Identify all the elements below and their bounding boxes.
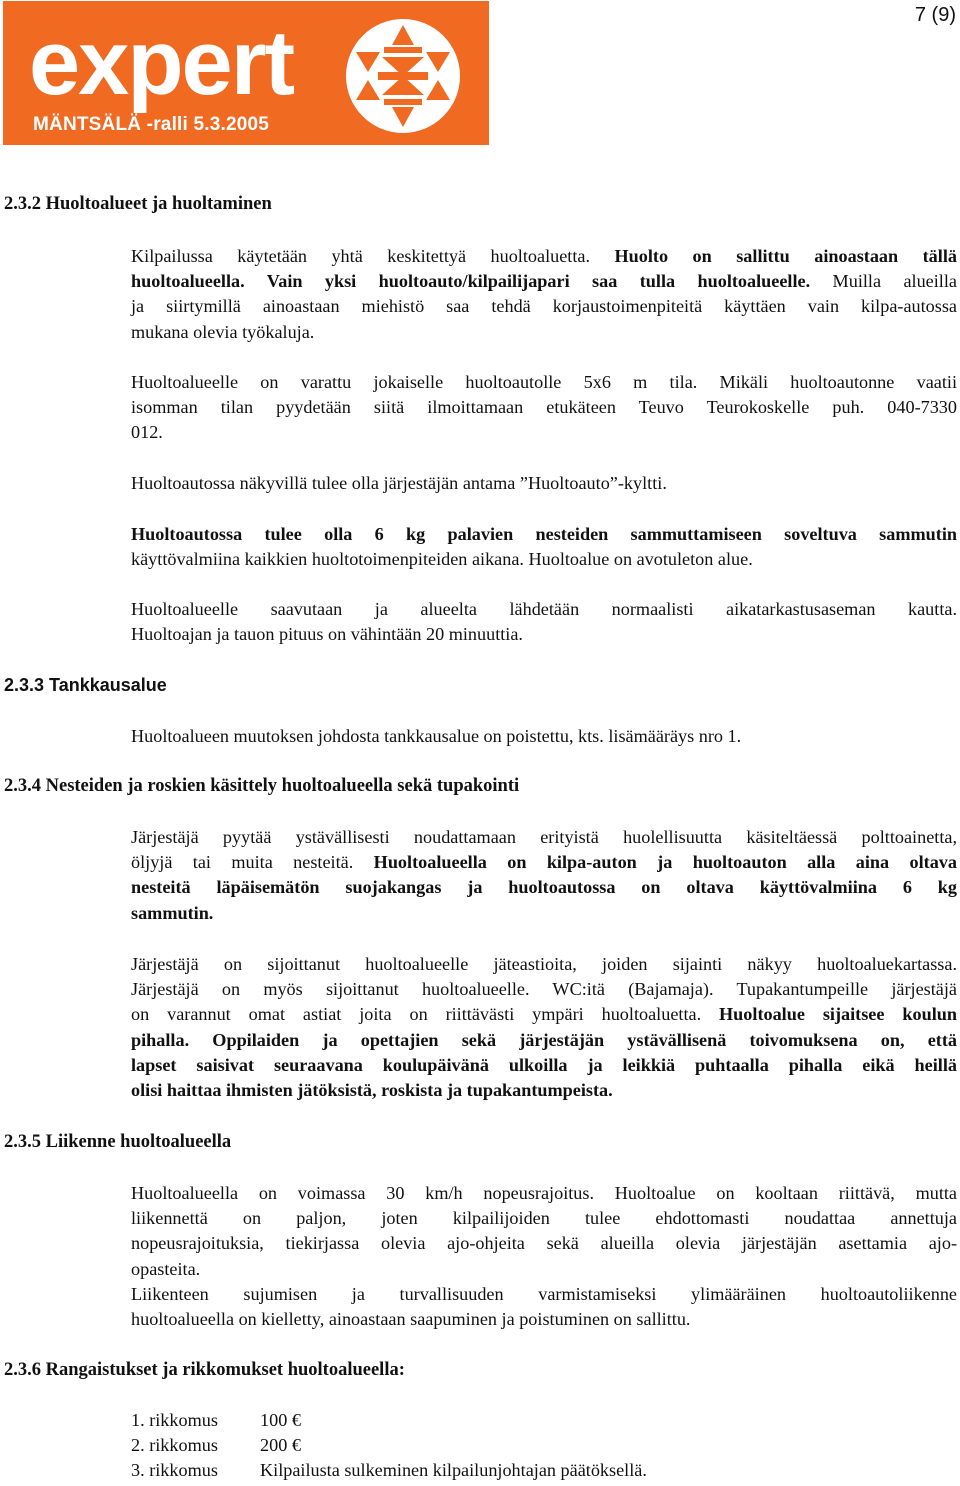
fines-list: [131, 1408, 647, 1484]
fine-value: 100 €: [260, 1410, 301, 1430]
section-heading-2-3-5: 2.3.5 Liikenne huoltoalueella: [4, 1132, 232, 1152]
text-line: mukana olevia työkaluja.: [131, 321, 315, 342]
logo-word: expert: [29, 12, 294, 114]
logo-subtitle: MÄNTSÄLÄ -ralli 5.3.2005: [33, 114, 270, 135]
text-line: 012.: [131, 422, 163, 443]
text-line: Huoltoalueen muutoksen johdosta tankkausalue on poistettu, kts. lisämääräys nro 1.: [131, 726, 742, 746]
fine-row: [131, 1458, 647, 1483]
text-line: olisi haittaa ihmisten jätöksistä, roskista ja tupakantumpeista.: [131, 1080, 613, 1101]
text-line: sammutin.: [131, 902, 214, 923]
text-line: Järjestäjä pyytää ystävällisesti noudattamaan erityistä huolellisuutta käsiteltäessä polttoainetta,: [131, 827, 957, 847]
paragraph-service-area-intro: [131, 244, 957, 345]
text-line: Huoltoalueella on voimassa 30 km/h nopeusrajoitus. Huoltoalue on kooltaan riittävä, mutta: [131, 1183, 957, 1203]
text-line: Huoltoalueelle saavutaan ja alueelta lähdetään normaalisti aikatarkastusaseman kautta.: [131, 599, 957, 619]
text-line: Huoltoajan ja tauon pituus on vähintään 20 minuuttia.: [131, 624, 523, 645]
paragraph-fluids: [131, 825, 957, 926]
paragraph-extinguisher: [131, 522, 957, 572]
text-line: Kilpailussa käytetään yhtä keskitettyä huoltoaluetta. Huolto on sallittu ainoastaan tällä: [131, 246, 957, 266]
paragraph-space-allocation: [131, 370, 957, 446]
text-line: lapset saisivat seuraavana koulupäivänä ulkoilla ja leikkiä puhtaalla pihalla eikä heillä: [131, 1054, 957, 1075]
text-line: huoltoalueella. Vain yksi huoltoauto/kilpailijapari saa tulla huoltoalueelle. Muilla alueilla: [131, 271, 957, 292]
text-line: ja siirtymillä ainoastaan miehistö saa tehdä korjaustoimenpiteitä käyttäen vain kilpa-autossa: [131, 296, 957, 317]
text-line: on varannut omat astiat joita on riittävästi ympäri huoltoaluetta. Huoltoalue sijaitsee koulun: [131, 1004, 957, 1025]
text-line: Huoltoalueelle on varattu jokaiselle huoltoautolle 5x6 m tila. Mikäli huoltoautonne vaatii: [131, 372, 957, 392]
text-line: pihalla. Oppilaiden ja opettajien sekä järjestäjän ystävällisenä toivomuksena on, että: [131, 1029, 957, 1050]
fine-label: 1. rikkomus: [131, 1410, 218, 1430]
text-line: Liikenteen sujumisen ja turvallisuuden varmistamiseksi ylimääräinen huoltoautoliikenne: [131, 1283, 957, 1304]
paragraph-traffic: [131, 1181, 957, 1332]
text-line: Järjestäjä on myös sijoittanut huoltoalueelle. WC:itä (Bajamaja). Tupakantumpeille järjestäjä: [131, 979, 957, 1000]
text-line: Huoltoautossa näkyvillä tulee olla järjestäjän antama ”Huoltoauto”-kyltti.: [131, 473, 667, 493]
fine-row: [131, 1433, 647, 1458]
fine-value: 200 €: [260, 1435, 301, 1456]
text-line: nopeusrajoituksia, tiekirjassa olevia ajo-ohjeita sekä alueilla olevia järjestäjän asettamia ajo-: [131, 1233, 957, 1254]
paragraph-entry-exit: [131, 597, 957, 647]
paragraph-refuel-area: [131, 724, 957, 749]
text-line: huoltoalueella on kielletty, ainoastaan saapuminen ja poistuminen on sallittu.: [131, 1309, 691, 1330]
expert-star-icon: [338, 17, 468, 135]
fine-value: Kilpailusta sulkeminen kilpailunjohtajan päätöksellä.: [260, 1460, 647, 1481]
text-line: käyttövalmiina kaikkien huoltotoimenpiteiden aikana. Huoltoalue on avotuleton alue.: [131, 549, 753, 570]
section-heading-2-3-6: 2.3.6 Rangaistukset ja rikkomukset huoltoalueella:: [4, 1360, 405, 1380]
paragraph-service-sign: [131, 471, 957, 496]
page-number: 7 (9): [914, 4, 956, 26]
fine-label: 2. rikkomus: [131, 1435, 218, 1456]
text-line: isomman tilan pyydetään siitä ilmoittamaan etukäteen Teuvo Teurokoskelle puh. 040-7330: [131, 397, 957, 418]
text-line: Huoltoautossa tulee olla 6 kg palavien nesteiden sammuttamiseen soveltuva sammutin: [131, 524, 957, 544]
section-heading-2-3-4: 2.3.4 Nesteiden ja roskien käsittely huoltoalueella sekä tupakointi: [4, 776, 520, 796]
section-heading-2-3-2: 2.3.2 Huoltoalueet ja huoltaminen: [4, 194, 272, 214]
fine-row: [131, 1408, 647, 1433]
text-line: Järjestäjä on sijoittanut huoltoalueelle jäteastioita, joiden sijainti näkyy huoltoaluekartassa.: [131, 954, 957, 974]
paragraph-waste-smoking: [131, 952, 957, 1103]
fine-label: 3. rikkomus: [131, 1460, 218, 1481]
text-line: liikennettä on paljon, joten kilpailijoiden tulee ehdottomasti noudattaa annettuja: [131, 1208, 957, 1229]
text-line: öljyjä tai muita nesteitä. Huoltoalueella on kilpa-auton ja huoltoauton alla aina oltava: [131, 852, 957, 873]
text-line: nesteitä läpäisemätön suojakangas ja huoltoautossa on oltava käyttövalmiina 6 kg: [131, 877, 957, 898]
expert-logo: [3, 1, 489, 145]
text-line: opasteita.: [131, 1258, 201, 1279]
section-heading-2-3-3: 2.3.3 Tankkausalue: [4, 675, 167, 695]
